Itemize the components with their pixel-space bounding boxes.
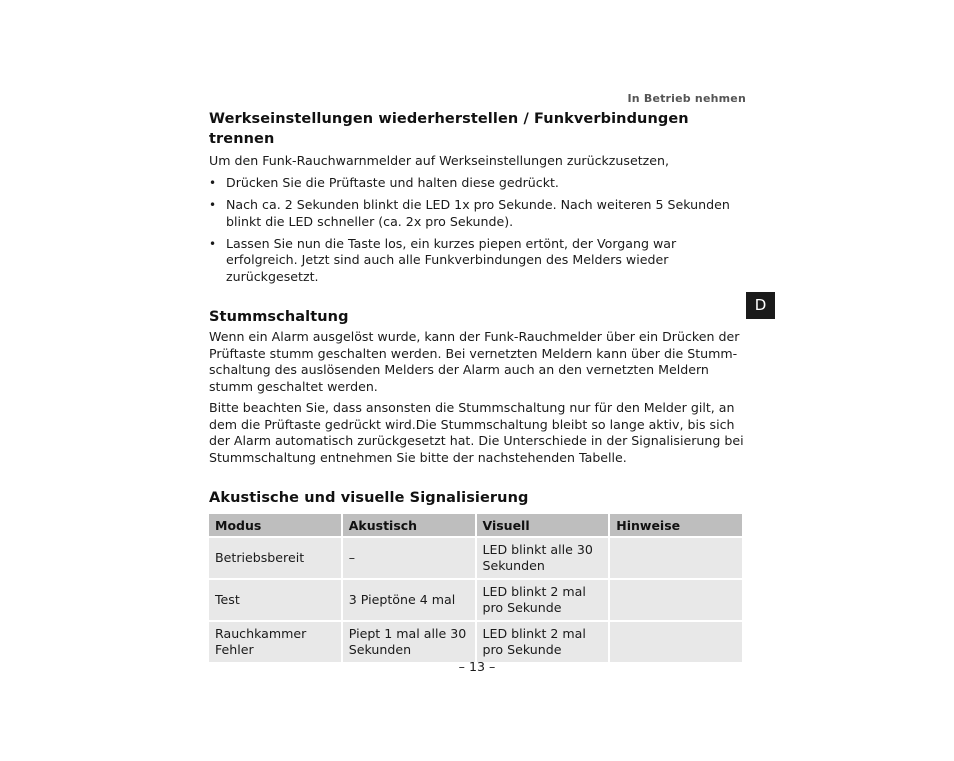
list-item [209,175,746,192]
table-cell: Piept 1 mal alle 30 Sekunden [343,622,475,662]
table-cell [610,538,742,578]
list-item [209,236,746,286]
column-header-visuell: Visuell [477,514,609,536]
section-title-werkseinstellungen: Werkseinstellungen wiederherstellen / Funkverbindungen trennen [209,111,689,147]
bullet-icon: • [209,176,217,190]
column-header-hinweise: Hinweise [610,514,742,536]
table-cell: 3 Pieptöne 4 mal [343,580,475,620]
table-cell: LED blinkt 2 mal pro Sekunde [477,580,609,620]
table-cell: – [343,538,475,578]
table-cell: LED blinkt 2 mal pro Sekunde [477,622,609,662]
page-number: – 13 – [458,659,496,674]
section-title-signalisierung: Akustische und visuelle Signalisierung [209,490,529,506]
paragraph: Bitte beachten Sie, dass ansonsten die Stummschaltung nur für den Melder gilt, an dem die Prüftaste gedrückt wird.Die Stummschaltung bleibt so lange aktiv, bis sich der Alarm automatisch zurückgesetzt hat. Die Unterschiede in der Signalisierung bei Stummschaltung entnehmen Sie bitte der nachstehenden Tabelle. [209,400,744,465]
table-row [209,622,742,662]
column-header-akustisch: Akustisch [343,514,475,536]
section-title-stummschaltung: Stummschaltung [209,309,349,325]
table-cell: Betriebsbereit [209,538,341,578]
bullet-icon: • [209,236,217,251]
instruction-list [209,175,746,285]
running-header: In Betrieb nehmen [627,92,746,105]
table-cell: Test [209,580,341,620]
column-header-modus: Modus [209,514,341,536]
paragraph: Wenn ein Alarm ausgelöst wurde, kann der Funk-Rauchmelder über ein Drücken der Prüftaste stumm geschalten werden. Bei vernetzten Meldern kann über die Stumm- schaltung des auslösenden Melders der Alarm auch an den vernetzten Meldern stumm geschaltet werden. [209,329,740,394]
table-cell [610,580,742,620]
table-cell: Rauchkammer Fehler [209,622,341,662]
language-tab-marker: D [746,292,775,319]
section-intro: Um den Funk-Rauchwarnmelder auf Werkseinstellungen zurückzusetzen, [209,153,669,168]
list-item-text: Lassen Sie nun die Taste los, ein kurzes piepen ertönt, der Vorgang war erfolgreich. Jetzt sind auch alle Funkverbindungen des Melders wieder zurückgesetzt. [226,235,677,284]
table-row [209,538,742,578]
signal-table [207,512,744,664]
bullet-icon: • [209,198,217,212]
table-row [209,580,742,620]
list-item-text: Nach ca. 2 Sekunden blinkt die LED 1x pro Sekunde. Nach weiteren 5 Sekunden blinkt die LED schneller (ca. 2x pro Sekunde). [226,197,730,229]
table-header-row [209,514,742,536]
list-item [209,197,746,230]
table-cell [610,622,742,662]
page-content [209,110,746,664]
list-item-text: Drücken Sie die Prüftaste und halten diese gedrückt. [226,175,559,190]
table-cell: LED blinkt alle 30 Sekunden [477,538,609,578]
